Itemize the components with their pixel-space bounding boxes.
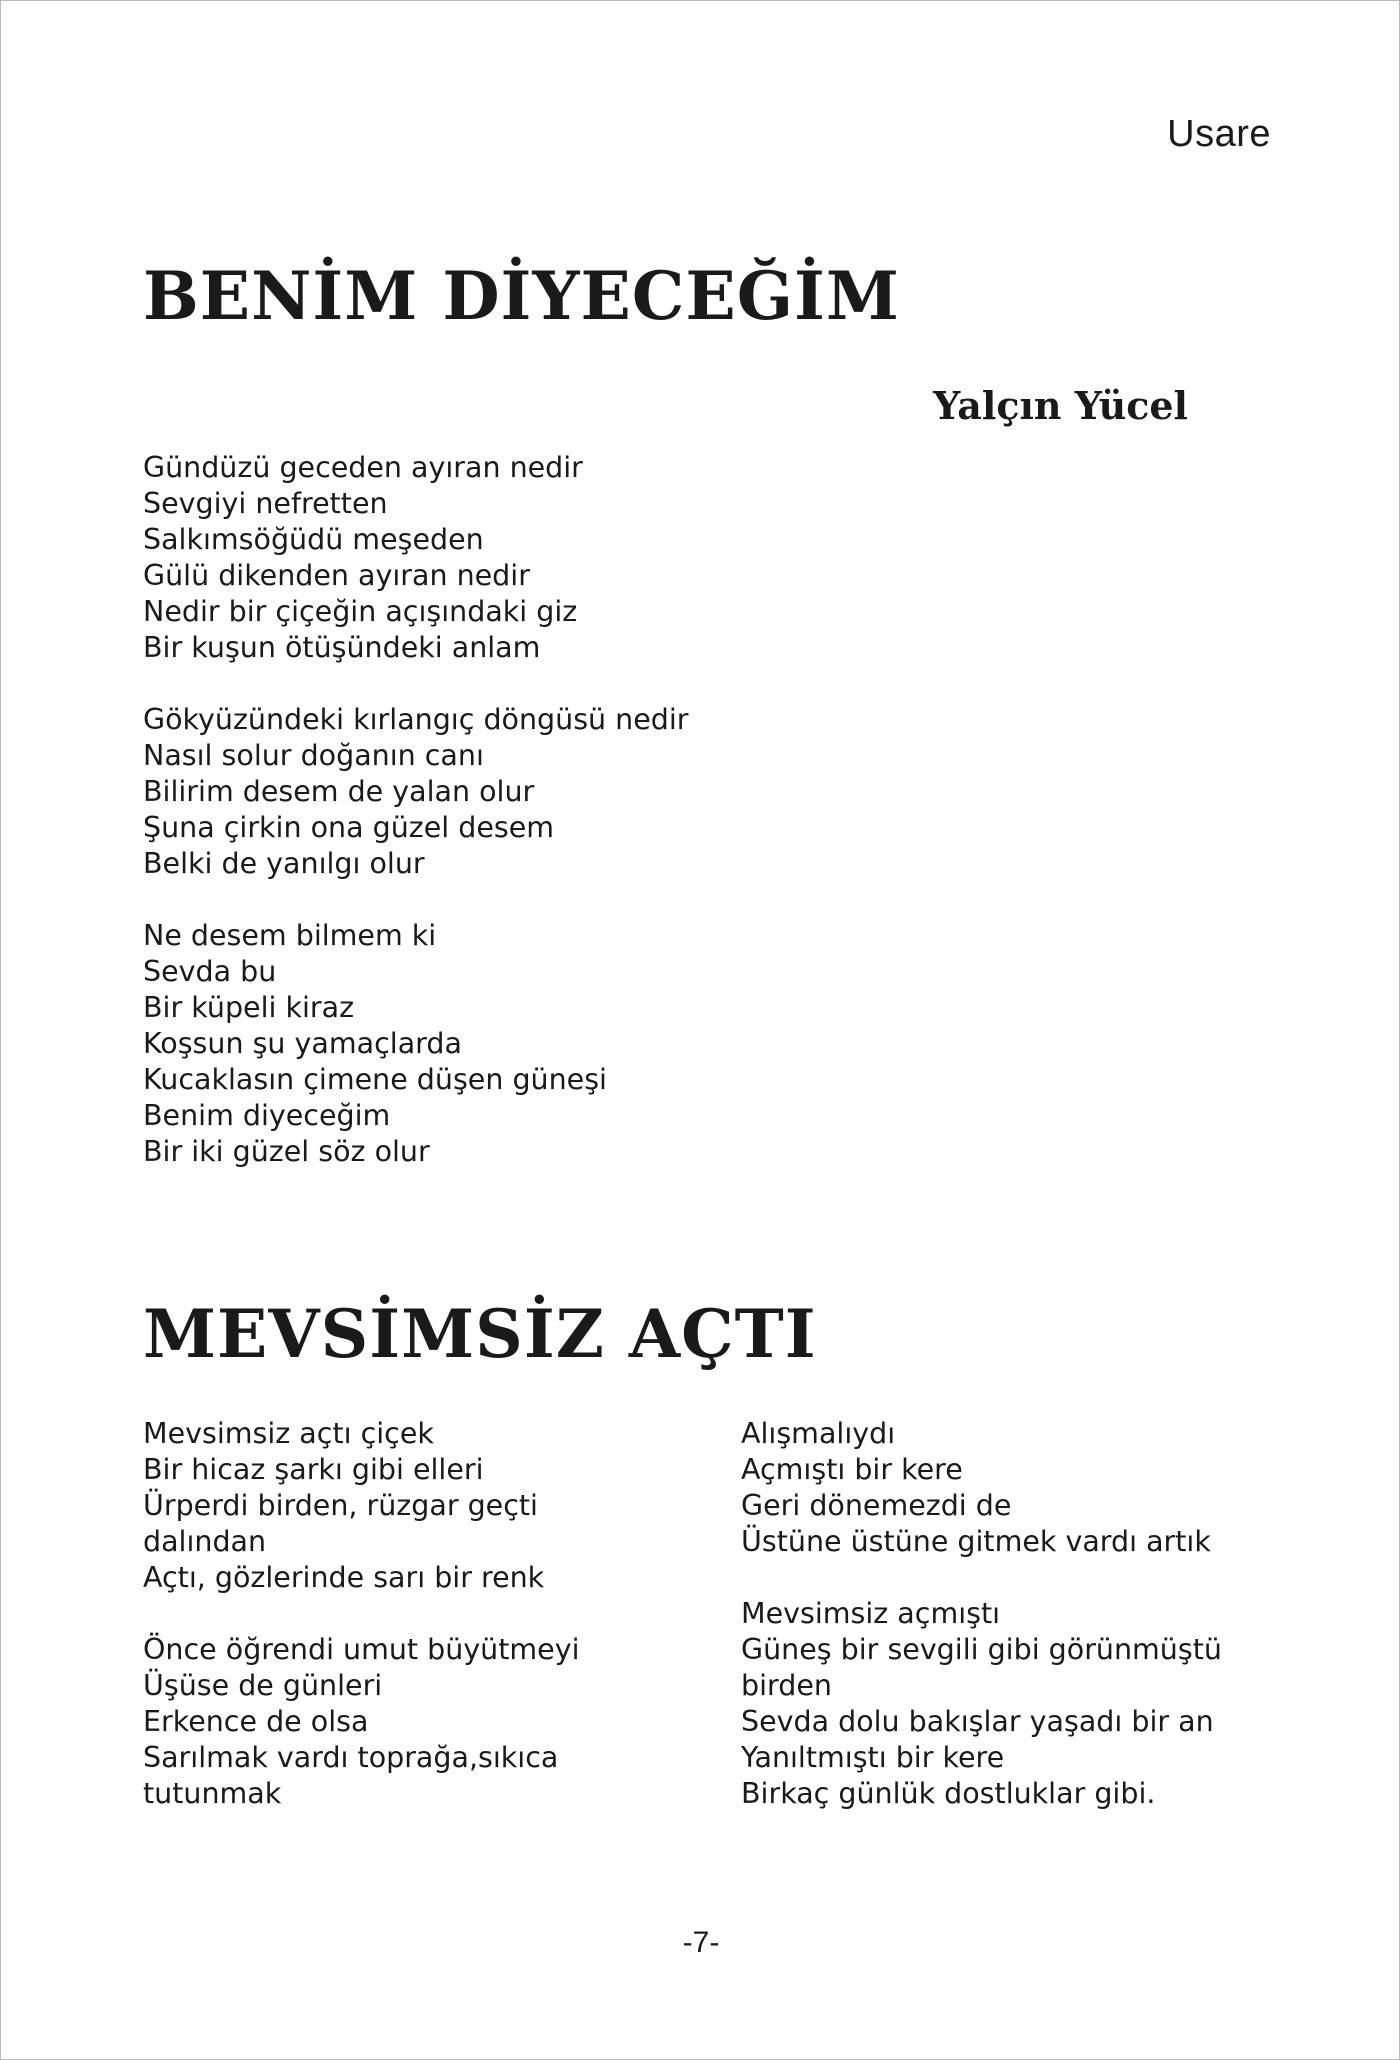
poem-line: Önce öğrendi umut büyütmeyi — [143, 1633, 580, 1666]
poem-line: Koşsun şu yamaçlarda — [143, 1027, 462, 1060]
poem-line: Bilirim desem de yalan olur — [143, 775, 535, 808]
poem-line: dalından — [143, 1525, 267, 1558]
poem-line: Sevgiyi nefretten — [143, 487, 388, 520]
poem-mevsimsiz-acti-right-column — [741, 1416, 1222, 1812]
poem-line: Üşüse de günleri — [143, 1669, 383, 1702]
page-number: -7- — [682, 1926, 720, 1959]
poem-line: tutunmak — [143, 1777, 282, 1810]
poem-line: Nasıl solur doğanın canı — [143, 739, 484, 772]
poem-line: birden — [741, 1669, 832, 1702]
poem-line: Erkence de olsa — [143, 1705, 369, 1738]
poem-line: Açmıştı bir kere — [741, 1453, 963, 1486]
stanza — [143, 1632, 580, 1812]
poem-line: Bir iki güzel söz olur — [143, 1135, 430, 1168]
poem-line: Şuna çirkin ona güzel desem — [143, 811, 555, 844]
poem-line: Benim diyeceğim — [143, 1099, 391, 1132]
poem-line: Alışmalıydı — [741, 1417, 896, 1450]
poem-line: Gündüzü geceden ayıran nedir — [143, 451, 583, 484]
stanza — [143, 702, 689, 882]
poem-line: Birkaç günlük dostluklar gibi. — [741, 1777, 1156, 1810]
poem-title-benim-diyecegim: BENİM DİYECEĞİM — [143, 257, 900, 335]
poem-line: Gülü dikenden ayıran nedir — [143, 559, 530, 592]
poem-line: Mevsimsiz açtı çiçek — [143, 1417, 434, 1450]
stanza — [741, 1416, 1222, 1560]
stanza — [143, 918, 689, 1170]
poem-line: Açtı, gözlerinde sarı bir renk — [143, 1561, 545, 1594]
poem-line: Sevda bu — [143, 955, 277, 988]
poem-line: Gökyüzündeki kırlangıç döngüsü nedir — [143, 703, 689, 736]
poem-line: Kucaklasın çimene düşen güneşi — [143, 1063, 607, 1096]
poem-line: Bir hicaz şarkı gibi elleri — [143, 1453, 484, 1486]
poem-line: Güneş bir sevgili gibi görünmüştü — [741, 1633, 1222, 1666]
poem-title-mevsimsiz-acti: MEVSİMSİZ AÇTI — [143, 1295, 817, 1373]
stanza — [741, 1596, 1222, 1812]
poem-mevsimsiz-acti-left-column — [143, 1416, 580, 1812]
poem-line: Bir kuşun ötüşündeki anlam — [143, 631, 541, 664]
poem-line: Yanıltmıştı bir kere — [741, 1741, 1005, 1774]
poem-line: Ne desem bilmem ki — [143, 919, 437, 952]
running-header: Usare — [1167, 113, 1271, 155]
poem-line: Salkımsöğüdü meşeden — [143, 523, 484, 556]
poem-benim-diyecegim — [143, 450, 689, 1170]
poem-author: Yalçın Yücel — [933, 383, 1188, 428]
stanza — [143, 1416, 580, 1596]
poem-line: Belki de yanılgı olur — [143, 847, 425, 880]
poem-line: Sarılmak vardı toprağa,sıkıca — [143, 1741, 559, 1774]
stanza — [143, 450, 689, 666]
poem-line: Ürperdi birden, rüzgar geçti — [143, 1489, 538, 1522]
poem-line: Üstüne üstüne gitmek vardı artık — [741, 1525, 1211, 1558]
poem-line: Bir küpeli kiraz — [143, 991, 355, 1024]
poem-line: Mevsimsiz açmıştı — [741, 1597, 1001, 1630]
poem-line: Geri dönemezdi de — [741, 1489, 1012, 1522]
poem-line: Sevda dolu bakışlar yaşadı bir an — [741, 1705, 1214, 1738]
poem-line: Nedir bir çiçeğin açışındaki giz — [143, 595, 578, 628]
